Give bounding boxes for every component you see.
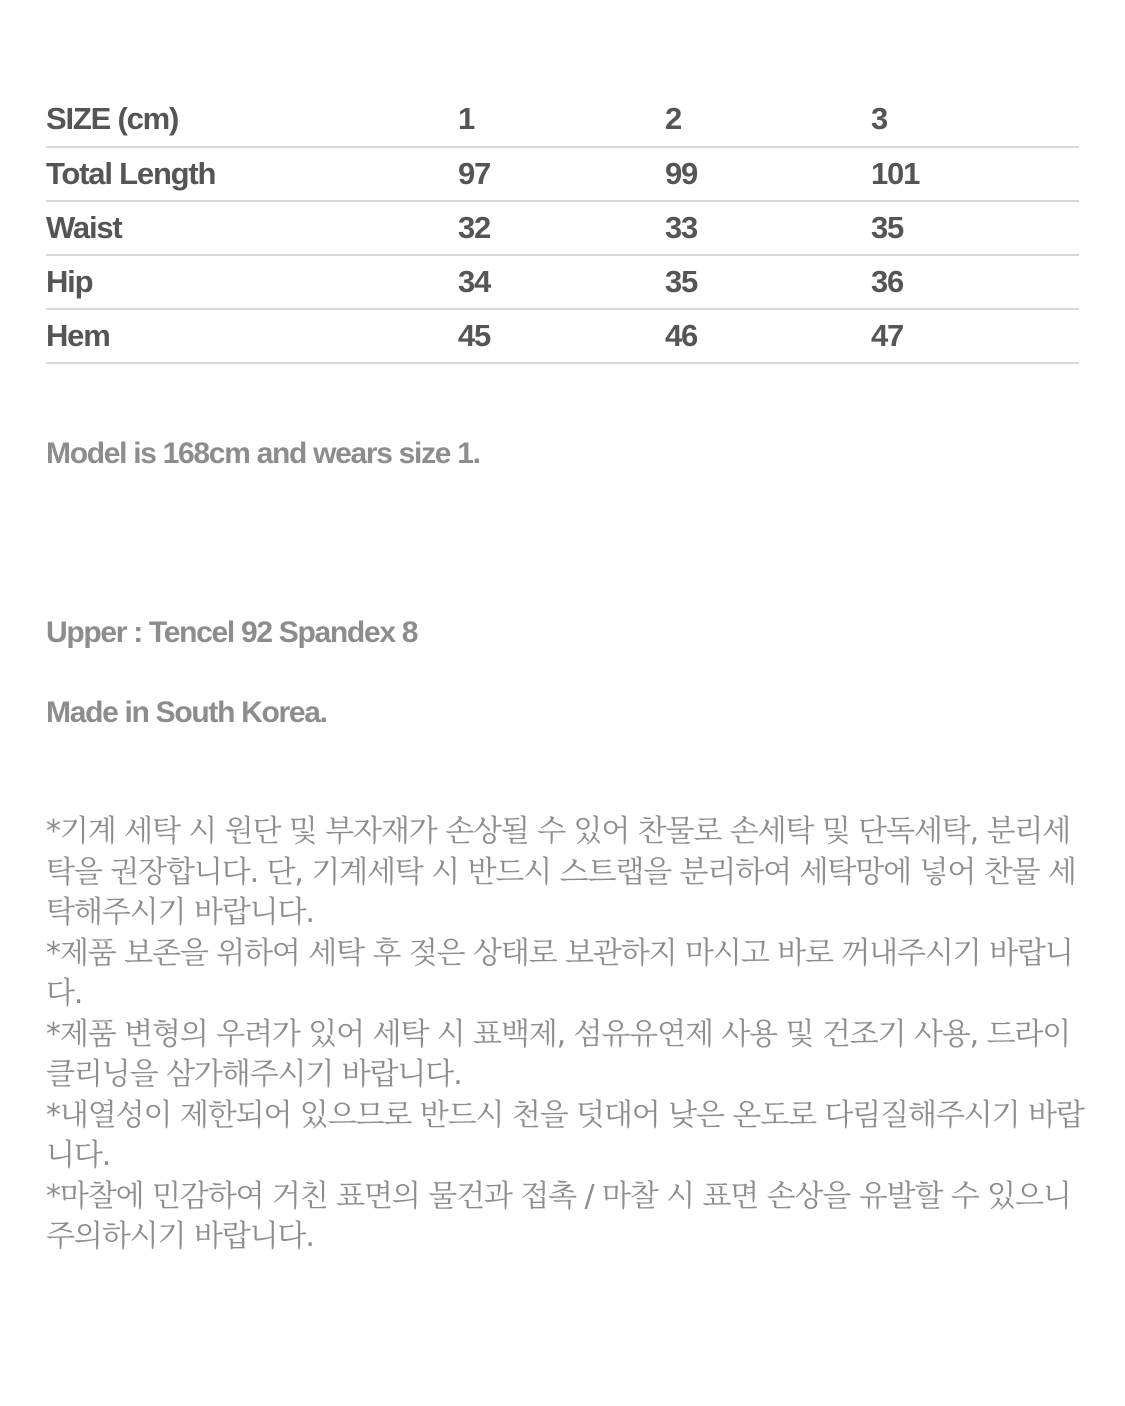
- care-note: *마찰에 민감하여 거친 표면의 물건과 접촉 / 마찰 시 표면 손상을 유발할 수 있으니 주의하시기 바랍니다.: [46, 1178, 1071, 1254]
- care-note: *제품 변형의 우려가 있어 세탁 시 표백제, 섬유유연제 사용 및 건조기 사용, 드라이클리닝을 삼가해주시기 바랍니다.: [46, 1016, 1071, 1092]
- table-row-hem: [46, 310, 1079, 364]
- cell-size-1: 97: [458, 156, 491, 191]
- row-label: Total Length: [46, 156, 216, 191]
- care-note: *제품 보존을 위하여 세탁 후 젖은 상태로 보관하지 마시고 바로 꺼내주시기 바랍니다.: [46, 935, 1073, 1011]
- header-cell-size-3: 3: [871, 101, 888, 136]
- cell-size-3: 101: [871, 156, 920, 191]
- table-row-total-length: [46, 148, 1079, 202]
- header-cell-label: SIZE (cm): [46, 101, 179, 136]
- table-row-hip: [46, 256, 1079, 310]
- cell-size-1: 45: [458, 318, 491, 353]
- care-note: *기계 세탁 시 원단 및 부자재가 손상될 수 있어 찬물로 손세탁 및 단독세탁, 분리세탁을 권장합니다. 단, 기계세탁 시 반드시 스트랩을 분리하여 세탁망에 넣어 찬물 세탁해주시기 바랍니다.: [46, 814, 1076, 930]
- row-label: Hem: [46, 318, 110, 353]
- care-note: *내열성이 제한되어 있으므로 반드시 천을 덧대어 낮은 온도로 다림질해주시기 바랍니다.: [46, 1097, 1084, 1173]
- size-table-header: [46, 92, 1079, 148]
- cell-size-2: 33: [665, 210, 698, 245]
- cell-size-2: 99: [665, 156, 698, 191]
- model-note: Model is 168cm and wears size 1.: [46, 437, 480, 470]
- cell-size-1: 32: [458, 210, 491, 245]
- care-instructions: [46, 812, 1086, 1258]
- cell-size-1: 34: [458, 264, 491, 299]
- cell-size-3: 47: [871, 318, 904, 353]
- material-text: Upper : Tencel 92 Spandex 8: [46, 616, 418, 649]
- header-cell-size-1: 1: [458, 101, 475, 136]
- header-cell-size-2: 2: [665, 101, 682, 136]
- table-row-waist: [46, 202, 1079, 256]
- row-label: Waist: [46, 210, 122, 245]
- cell-size-2: 46: [665, 318, 698, 353]
- cell-size-3: 36: [871, 264, 904, 299]
- row-label: Hip: [46, 264, 93, 299]
- size-table: [46, 92, 1079, 364]
- cell-size-3: 35: [871, 210, 904, 245]
- cell-size-2: 35: [665, 264, 698, 299]
- origin-text: Made in South Korea.: [46, 696, 327, 729]
